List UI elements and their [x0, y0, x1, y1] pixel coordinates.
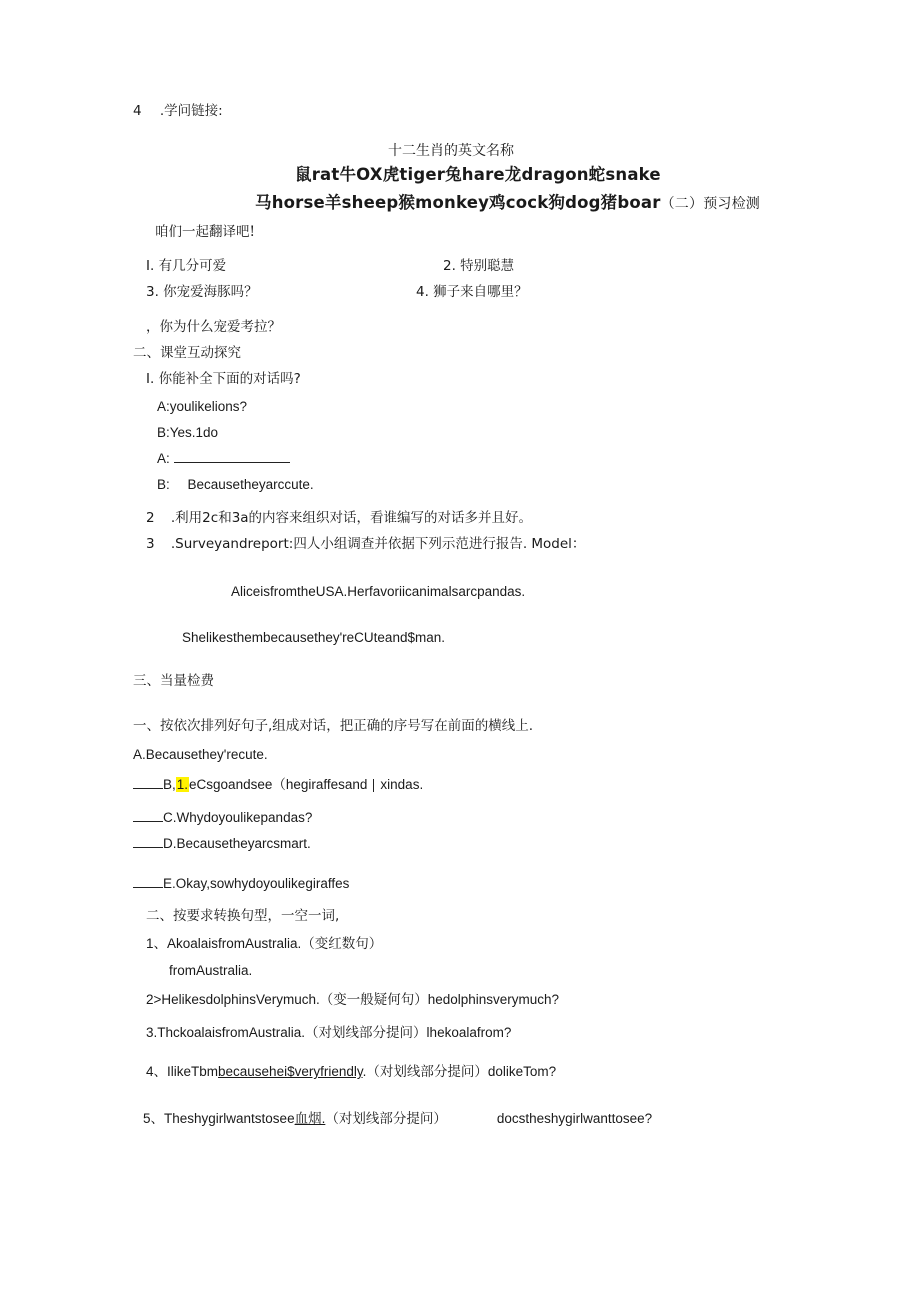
option-b: [133, 776, 423, 794]
exercise-1-title: 一、按依次排列好句子,组成对话，把正确的序号写在前面的横线上.: [133, 718, 534, 734]
translate-q5: ，你为什么宠爱考拉？: [146, 319, 281, 335]
option-b-label: B,: [163, 777, 176, 792]
transform-5-start: 5、Theshygirlwantstosee: [143, 1111, 295, 1126]
highlighted-text: 1.: [176, 777, 189, 792]
transform-2: 2>HelikesdolphinsVerymuch.（变一般疑何句）hedolphinsverymuch?: [146, 992, 560, 1007]
order-blank[interactable]: [133, 776, 163, 789]
section-4-heading: [133, 102, 223, 120]
answer-blank[interactable]: [174, 450, 290, 463]
section-number: 4: [133, 103, 142, 119]
transform-5-end: docstheshygirlwanttosee?: [496, 1111, 653, 1126]
transform-5: [143, 1110, 652, 1128]
section-title: .学问链接:: [159, 103, 223, 119]
underlined-phrase: becausehei$veryfriendly: [218, 1064, 363, 1079]
option-e-text: E.Okay,sowhydoyoulikegiraffes: [163, 876, 350, 891]
q2-number: 2: [146, 510, 155, 526]
dialog-b2-text: Becausetheyarccute.: [187, 477, 314, 492]
translate-q1: I. 有几分可爱: [146, 258, 227, 274]
q2-text: .利用2c和3a的内容来组织对话，看谁编写的对话多并且好。: [170, 510, 533, 526]
part2-q1: I. 你能补全下面的对话吗?: [146, 371, 301, 387]
option-e: [133, 875, 349, 893]
underlined-phrase: 血烟.: [294, 1111, 326, 1126]
q3-number: 3: [146, 536, 155, 552]
vertical-bar: [373, 779, 374, 792]
transform-4-start: 4、IlikeTbm: [146, 1064, 219, 1079]
translate-q3: 3. 你宠爱海豚吗？: [146, 284, 258, 300]
option-d-text: D.Becausetheyarcsmart.: [163, 836, 311, 851]
dialog-b2-label: B:: [157, 477, 170, 492]
option-c-text: C.Whydoyoulikepandas?: [163, 810, 313, 825]
dialog-b1: B:Yes.1do: [157, 425, 219, 440]
transform-4-end: .（对划线部分提问）dolikeTom?: [362, 1064, 557, 1079]
option-c: [133, 809, 312, 827]
order-blank[interactable]: [133, 835, 163, 848]
dialog-b2: [157, 476, 314, 494]
option-b-end: xindas.: [380, 777, 424, 792]
order-blank[interactable]: [133, 875, 163, 888]
zodiac-row-1: 鼠rat牛OX虎tiger兔hare龙dragon蛇snake: [295, 165, 661, 184]
option-a: A.Becausethey'recute.: [133, 747, 268, 762]
option-d: [133, 835, 311, 853]
transform-1-answer: fromAustralia.: [169, 963, 253, 978]
part3-heading: 三、当量检费: [133, 673, 214, 689]
order-blank[interactable]: [133, 809, 163, 822]
transform-3: 3.ThckoalaisfromAustralia.（对划线部分提问）lhekoalafrom?: [146, 1025, 512, 1040]
preview-heading: （二）预习检测: [660, 196, 760, 212]
part2-q3: [146, 535, 585, 553]
zodiac-row-2-text: 马horse羊sheep猴monkey鸡cock狗dog猪boar: [255, 193, 661, 212]
zodiac-row-2: [255, 194, 760, 213]
dialog-a2: [157, 450, 290, 468]
transform-1: 1、AkoalaisfromAustralia.（变红数句）: [146, 936, 383, 951]
model-sentence-1: AliceisfromtheUSA.Herfavoriicanimalsarcpandas.: [231, 584, 526, 599]
dialog-a2-label: A:: [157, 451, 170, 466]
transform-4: [146, 1063, 556, 1081]
q3-text: .Surveyandreport:四人小组调查并依据下列示范进行报告. Model：: [170, 536, 586, 552]
part2-heading: 二、课堂互动探究: [133, 345, 241, 361]
exercise-2-title: 二、按要求转换句型，一空一词,: [146, 908, 340, 924]
translate-q2: 2. 特别聪慧: [443, 258, 515, 274]
translate-q4: 4. 狮子来自哪里？: [416, 284, 528, 300]
model-sentence-2: Shelikesthembecausethey'reCUteand$man.: [182, 630, 445, 645]
option-b-text: eCsgoandsee（hegiraffesand: [189, 777, 368, 792]
dialog-a1: A:youlikelions?: [157, 399, 248, 414]
transform-5-instruction: （对划线部分提问）: [325, 1111, 447, 1126]
zodiac-title: 十二生肖的英文名称: [388, 143, 514, 159]
part2-q2: [146, 509, 532, 527]
translate-intro: 咱们一起翻译吧!: [155, 224, 255, 240]
